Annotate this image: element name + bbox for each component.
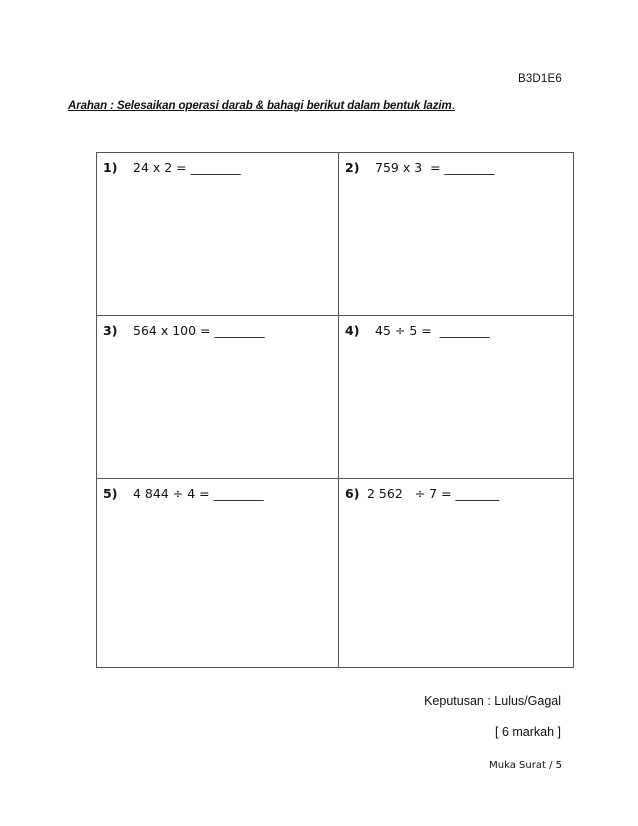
question-number: 4) [345,323,360,338]
question-6 [345,486,499,501]
question-number: 6) [345,486,360,501]
page-number: Muka Surat / 5 [489,760,562,771]
question-number: 1) [103,160,118,175]
instruction-label: Arahan : Selesaikan operasi darab & bahagi berikut dalam bentuk lazim [68,100,452,112]
question-cell-4[interactable] [339,316,573,479]
instruction-period: . [451,100,455,112]
question-number: 2) [345,160,360,175]
question-expression: 564 x 100 = ________ [133,323,265,338]
question-cell-3[interactable] [97,316,339,479]
question-cell-1[interactable] [97,153,339,316]
question-expression: 4 844 ÷ 4 = ________ [133,486,264,501]
question-3 [103,323,264,338]
question-1 [103,160,241,175]
question-cell-2[interactable] [339,153,573,316]
question-expression: 45 ÷ 5 = ________ [375,323,490,338]
question-grid [96,152,574,668]
worksheet-code: B3D1E6 [517,73,562,85]
question-4 [345,323,490,338]
question-2 [345,160,495,175]
result-line: Keputusan : Lulus/Gagal [424,694,561,708]
marks-line: [ 6 markah ] [495,725,561,739]
question-cell-5[interactable] [97,479,339,667]
question-5 [103,486,264,501]
question-number: 5) [103,486,118,501]
question-cell-6[interactable] [339,479,573,667]
question-expression: 759 x 3 = ________ [375,160,495,175]
question-number: 3) [103,323,118,338]
instruction-text [68,100,455,112]
question-expression: 2 562 ÷ 7 = _______ [367,486,500,501]
question-expression: 24 x 2 = ________ [133,160,241,175]
